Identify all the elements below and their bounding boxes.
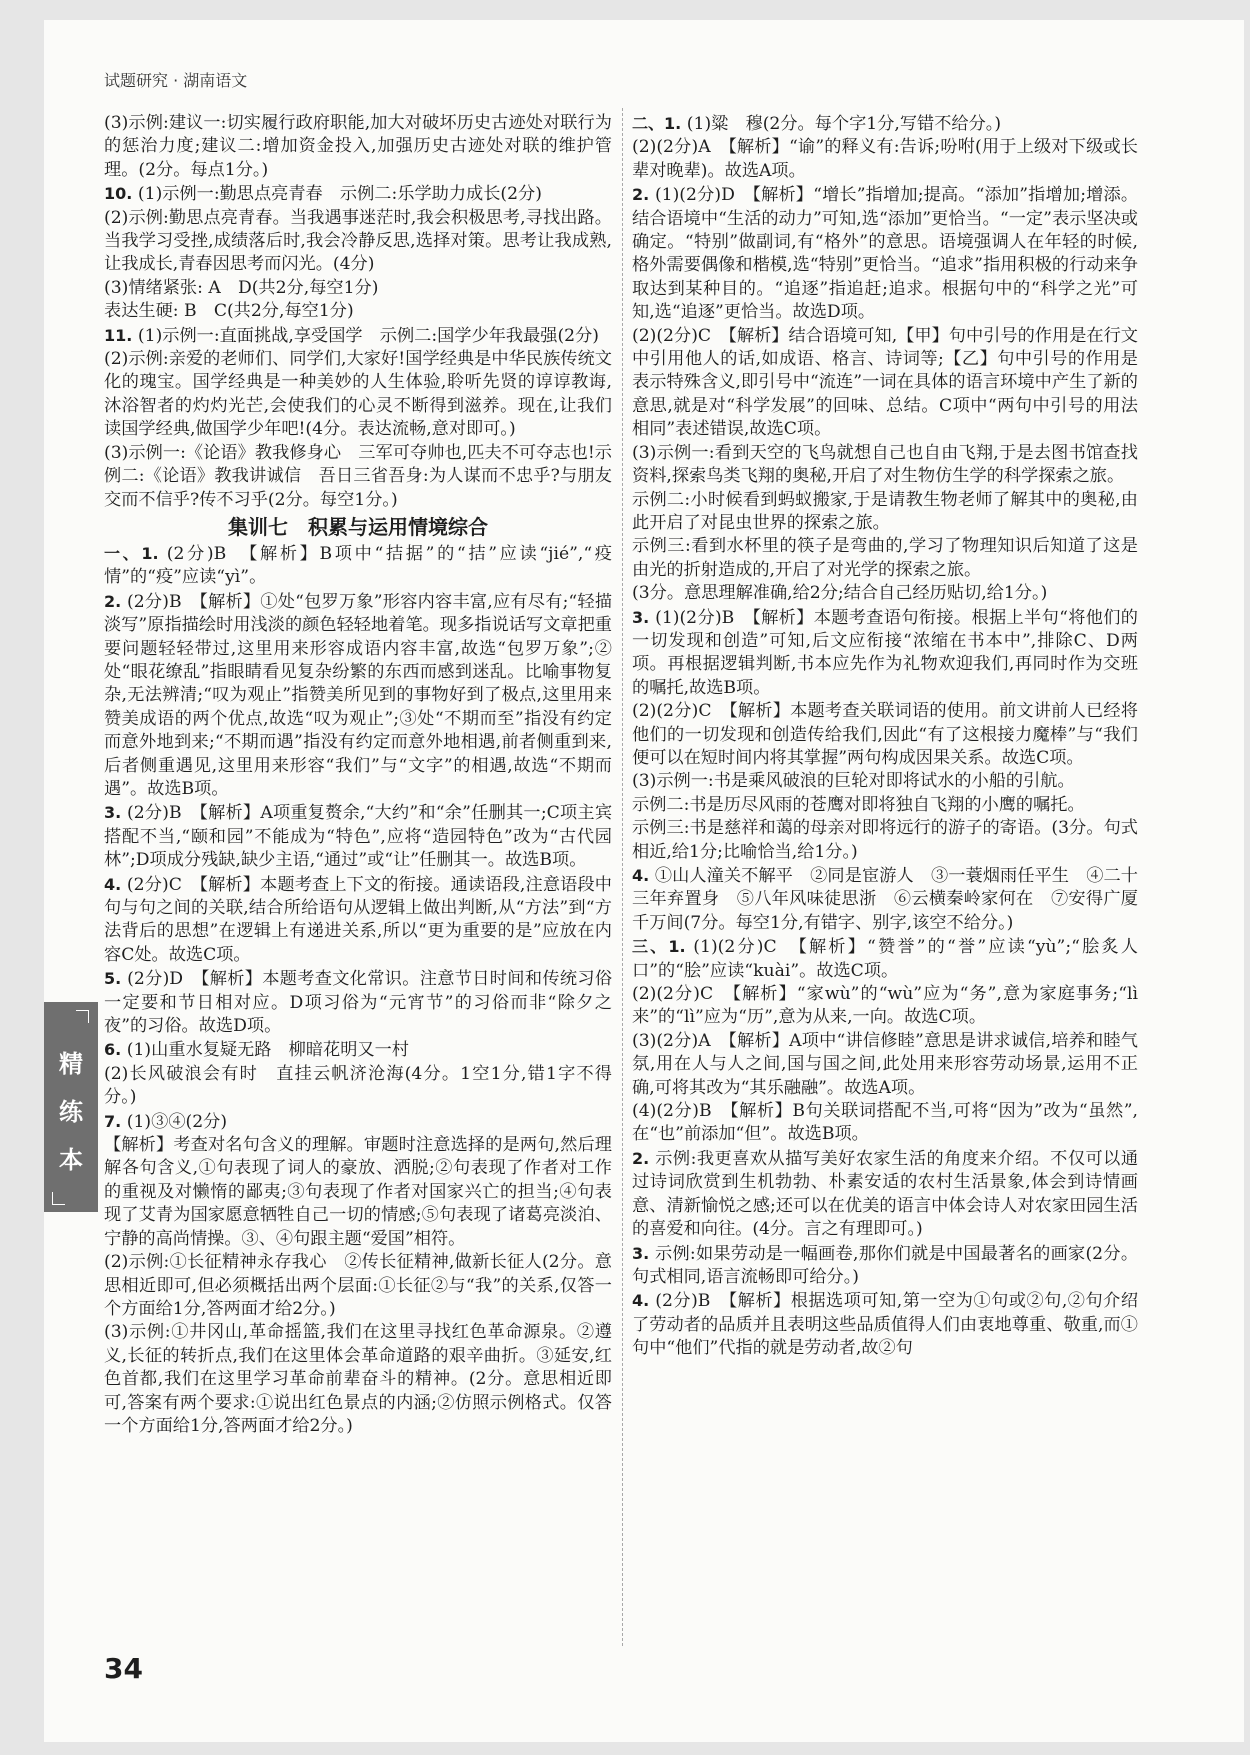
answer-paragraph: [104, 1251, 612, 1321]
answer-text: (3)示例一:看到天空的飞鸟就想自己也自由飞翔,于是去图书馆查找资料,探索鸟类飞翔的奥秘,开启了对生物仿生学的科学探索之旅。: [632, 442, 1138, 487]
question-number: 三、1.: [632, 937, 694, 957]
tab-corner-top: [76, 1010, 89, 1023]
answer-text: (3)(2分)A 【解析】A项中“讲信修睦”意思是讲求诚信,培养和睦气氛,用在人与人之间,国与国之间,此处用来形容劳动场景,运用不正确,可将其改为“其乐融融”。故选A项。: [632, 1030, 1138, 1098]
answer-text: (1)(2分)B 【解析】本题考查语句衔接。根据上半句“将他们的一切发现和创造”可知,后文应衔接“浓缩在书本中”,排除C、D两项。再根据逻辑判断,书本应先作为礼物欢迎我们,再同时作为交班的嘱托,故选B项。: [632, 607, 1138, 698]
answer-paragraph: [632, 700, 1138, 770]
right-column: [632, 112, 1138, 1361]
answer-paragraph: [104, 207, 612, 277]
question-number: 2.: [632, 1148, 656, 1168]
answer-text: (2分)C 【解析】本题考查上下文的衔接。通读语段,注意语段中句与句之间的关联,结合所给语句从逻辑上做出判断,从“方法”到“方法背后的思想”在逻辑上有递进关系,所以“更为重要的是”应放在内容C处。故选C项。: [104, 874, 612, 965]
tab-char: 本: [59, 1146, 83, 1174]
answer-text: (2分)B 【解析】A项重复赘余,“大约”和“余”任删其一;C项主宾搭配不当,“颐和园”不能成为“特色”,应将“造园特色”改为“古代园林”;D项成分残缺,缺少主语,“通过”或“让”任删其一。故选B项。: [104, 803, 613, 871]
answer-text: 示例二:小时候看到蚂蚁搬家,于是请教生物老师了解其中的奥秘,由此开启了对昆虫世界的探索之旅。: [632, 489, 1138, 533]
answer-text: (3)示例:建议一:切实履行政府职能,加大对破坏历史古迹处对联行为的惩治力度;建议二:增加资金投入,加强历史古迹处对联的维护管理。(2分。每点1分。): [104, 113, 612, 180]
answer-paragraph: [104, 542, 612, 590]
page-number: 34: [104, 1652, 143, 1685]
answer-text: 示例三:书是慈祥和蔼的母亲对即将远行的游子的寄语。(3分。句式相近,给1分;比喻恰当,给1分。): [632, 818, 1138, 862]
question-number: 2.: [104, 591, 128, 611]
question-number: 11.: [104, 325, 138, 345]
tab-char: 练: [59, 1098, 83, 1126]
answer-text: (1)粱 穆(2分。每个字1分,写错不给分。): [686, 114, 1002, 134]
answer-paragraph: [632, 1100, 1138, 1147]
answer-text: (3)示例:①井冈山,革命摇篮,我们在这里寻找红色革命源泉。②遵义,长征的转折点,我们在这里体会革命道路的艰辛曲折。③延安,红色首都,我们在这里学习革命前辈奋斗的精神。(2分。意思相近即可,答案有两个要求:①说出红色景点的内涵;②仿照示例格式。仅答一个方面给1分,答两面才给2分。): [104, 1322, 612, 1436]
answer-paragraph: [632, 183, 1138, 324]
side-tab: [44, 1002, 98, 1212]
question-number: 5.: [104, 969, 128, 989]
answer-paragraph: [632, 489, 1138, 536]
column-divider: [622, 108, 623, 1646]
answer-paragraph: [104, 590, 612, 802]
answer-paragraph: [104, 442, 612, 512]
answer-paragraph: [632, 864, 1138, 935]
section-title: 集训七 积累与运用情境综合: [228, 514, 488, 539]
answer-paragraph: [632, 582, 1138, 605]
question-number: 4.: [632, 1291, 656, 1311]
question-number: 3.: [104, 803, 128, 823]
answer-paragraph: [104, 1321, 612, 1438]
answer-text: (2)示例:①长征精神永存我心 ②传长征精神,做新长征人(2分。意思相近即可,但必须概括出两个层面:①长征②与“我”的关系,仅答一个方面给1分,答两面才给2分。): [104, 1252, 612, 1319]
answer-text: 示例:如果劳动是一幅画卷,那你们就是中国最著名的画家(2分。句式相同,语言流畅即可给分。): [632, 1243, 1139, 1287]
answer-paragraph: [104, 1110, 612, 1134]
answer-text: (2)示例:亲爱的老师们、同学们,大家好!国学经典是中华民族传统文化的瑰宝。国学经典是一种美妙的人生体验,聆听先贤的谆谆教诲,沐浴智者的灼灼光芒,会使我们的心灵不断得到滋养。现在,让我们读国学经典,做国学少年吧!(4分。表达流畅,意对即可。): [104, 349, 612, 440]
answer-paragraph: [104, 182, 612, 206]
answer-paragraph: [632, 770, 1138, 793]
question-number: 10.: [104, 184, 138, 204]
tab-char: 精: [59, 1050, 83, 1078]
answer-text: (1)山重水复疑无路 柳暗花明又一村 (2)长风破浪会有时 直挂云帆济沧海(4分。1空1分,错1字不得分。): [104, 1040, 612, 1108]
answer-text: 示例三:看到水杯里的筷子是弯曲的,学习了物理知识后知道了这是由光的折射造成的,开启了对光学的探索之旅。: [632, 536, 1138, 580]
question-number: 3.: [632, 1243, 656, 1263]
answer-paragraph: [632, 606, 1138, 701]
answer-paragraph: [104, 348, 612, 442]
answer-text: (3)情绪紧张: A D(共2分,每空1分) 表达生硬: B C(共2分,每空1分): [104, 277, 379, 322]
question-number: 2.: [632, 185, 655, 205]
answer-text: (2分)B 【解析】根据选项可知,第一空为①句或②句,②句介绍了劳动者的品质并且表明这些品质值得人们由衷地尊重、敬重,而①句中“他们”代指的就是劳动者,故②句: [632, 1291, 1139, 1359]
answer-paragraph: [632, 535, 1138, 582]
answer-paragraph: [632, 325, 1138, 442]
answer-paragraph: [632, 935, 1138, 983]
answer-text: (1)(2分)C 【解析】“赞誉”的“誉”应读“yù”;“脍炙人口”的“脍”应读“kuài”。故选C项。: [632, 937, 1138, 981]
answer-text: (3分。意思理解准确,给2分;结合自己经历贴切,给1分。): [632, 583, 1048, 604]
answer-text: (1)③④(2分): [126, 1111, 228, 1132]
answer-paragraph: [632, 442, 1138, 489]
answer-text: (2)(2分)C 【解析】结合语境可知,【甲】句中引号的作用是在行文中引用他人的话,如成语、格言、诗词等;【乙】句中引号的作用是表示特殊含义,即引号中“流连”一词在具体的语言环境中产生了新的意思,就是对“科学发展”的回味、总结。C项中“两句中引号的用法相同”表述错误,故选C项。: [632, 325, 1138, 440]
answer-paragraph: [632, 983, 1138, 1030]
question-number: 3.: [632, 607, 656, 627]
answer-paragraph: [104, 277, 612, 324]
answer-paragraph: [632, 1242, 1138, 1290]
question-number: 二、1.: [632, 114, 687, 133]
answer-paragraph: [104, 1134, 612, 1251]
answer-text: (2分)B 【解析】B项中“拮据”的“拮”应读“jié”,“疫情”的“疫”应读“yì”。: [104, 543, 612, 588]
answer-text: (3)示例一:书是乘风破浪的巨轮对即将试水的小船的引航。: [632, 771, 1075, 792]
answer-paragraph: [104, 873, 612, 968]
answer-text: (1)(2分)D 【解析】“增长”指增加;提高。“添加”指增加;增添。结合语境中“生活的动力”可知,选“添加”更恰当。“一定”表示坚决或确定。“特别”做副词,有“格外”的意思。语境强调人在年轻的时候,格外需要偶像和楷模,选“特别”更恰当。“追求”指用积极的行动来争取达到某种目的。“追逐”指追赶;追求。根据句中的“科学之光”可知,选“追逐”更恰当。故选D项。: [632, 185, 1139, 323]
question-number: 6.: [104, 1040, 127, 1060]
answer-text: 示例二:书是历尽风雨的苍鹰对即将独自飞翔的小鹰的嘱托。: [632, 794, 1085, 815]
question-number: 4.: [104, 874, 127, 894]
answer-paragraph: [632, 1147, 1138, 1242]
answer-text: (3)示例一:《论语》教我修身心 三军可夺帅也,匹夫不可夺志也!示例二:《论语》教我讲诚信 吾日三省吾身:为人谋而不忠乎?与朋友交而不信乎?传不习乎(2分。每空1分。): [104, 442, 612, 510]
answer-text: (2)示例:勤思点亮青春。当我遇事迷茫时,我会积极思考,寻找出路。当我学习受挫,成绩落后时,我会冷静反思,选择对策。思考让我成熟,让我成长,青春因思考而闪光。(4分): [104, 207, 612, 275]
answer-paragraph: [632, 1030, 1138, 1100]
answer-paragraph: [104, 967, 612, 1038]
answer-text: (2)(2分)A 【解析】“谕”的释义有:告诉;吩咐(用于上级对下级或长辈对晚辈)。故选A项。: [632, 137, 1138, 181]
question-number: 4.: [632, 866, 655, 885]
answer-text: (2)(2分)C 【解析】本题考查关联词语的使用。前文讲前人已经将他们的一切发现和创造传给我们,因此“有了这根接力魔棒”与“我们便可以在短时间内将其掌握”两句构成因果关系。故选C项。: [632, 701, 1138, 768]
left-column: [104, 112, 612, 1438]
answer-text: (4)(2分)B 【解析】B句关联词搭配不当,可将“因为”改为“虽然”,在“也”前添加“但”。故选B项。: [632, 1101, 1138, 1145]
question-number: 7.: [104, 1111, 127, 1131]
answer-text: (1)示例一:直面挑战,享受国学 示例二:国学少年我最强(2分): [137, 325, 599, 346]
answer-paragraph: [104, 324, 612, 348]
answer-text: 示例:我更喜欢从描写美好农家生活的角度来介绍。不仅可以通过诗词欣赏到生机勃勃、朴素安适的农村生活景象,体会到诗情画意、清新愉悦之感;还可以在优美的语言中体会诗人对农家田园生活的喜爱和向往。(4分。言之有理即可。): [632, 1148, 1139, 1240]
answer-text: (2)(2分)C 【解析】“家wù”的“wù”应为“务”,意为家庭事务;“lì来”的“lì”应为“历”,意为从来,一向。故选C项。: [632, 984, 1138, 1028]
answer-text: (2分)D 【解析】本题考查文化常识。注意节日时间和传统习俗一定要和节日相对应。D项习俗为“元宵节”的习俗而非“除夕之夜”的习俗。故选D项。: [104, 969, 613, 1037]
answer-text: ①山人潼关不解平 ②同是宦游人 ③一蓑烟雨任平生 ④二十三年弃置身 ⑤八年风味徒思浙 ⑥云横秦岭家何在 ⑦安得广厦千万间(7分。每空1分,有错字、别字,该空不给分。): [632, 866, 1138, 933]
answer-paragraph: [104, 801, 612, 872]
answer-text: (2分)B 【解析】①处“包罗万象”形容内容丰富,应有尽有;“轻描淡写”原指描绘时用浅淡的颜色轻轻地着笔。现多指说话写文章把重要问题轻轻带过,这里用来形容成语内容丰富,故选“包罗万象”;②处“眼花缭乱”指眼睛看见复杂纷繁的东西而感到迷乱。比喻事物复杂,无法辨清;“叹为观止”指赞美所见到的事物好到了极点,这里用来赞美成语的两个优点,故选“叹为观止”;③处“不期而至”指没有约定而意外地到来;“不期而遇”指没有约定而意外地相遇,前者侧重到来,后者侧重遇见,这里用来形容“我们”与“文字”的相遇,故选“不期而遇”。故选B项。: [104, 591, 613, 799]
answer-paragraph: [632, 794, 1138, 817]
answer-paragraph: [632, 136, 1138, 183]
answer-text: 【解析】考查对名句含义的理解。审题时注意选择的是两句,然后理解各句含义,①句表现了词人的豪放、洒脱;②句表现了作者对工作的重视及对懒惰的鄙夷;③句表现了作者对国家兴亡的担当;④句表现了艾青为国家愿意牺牲自己一切的情感;⑤句表现了诸葛亮淡泊、宁静的高尚情操。③、④句跟主题“爱国”相符。: [104, 1135, 612, 1249]
answer-paragraph: [632, 817, 1138, 864]
answer-paragraph: [104, 1038, 612, 1109]
answer-paragraph: [632, 1289, 1138, 1360]
answer-paragraph: [104, 112, 612, 182]
running-header: 试题研究 · 湖南语文: [104, 71, 248, 90]
answer-paragraph: [632, 112, 1138, 136]
tab-corner-bottom: [52, 1192, 65, 1205]
question-number: 一、1.: [104, 543, 167, 563]
answer-text: (1)示例一:勤思点亮青春 示例二:乐学助力成长(2分): [137, 184, 542, 205]
